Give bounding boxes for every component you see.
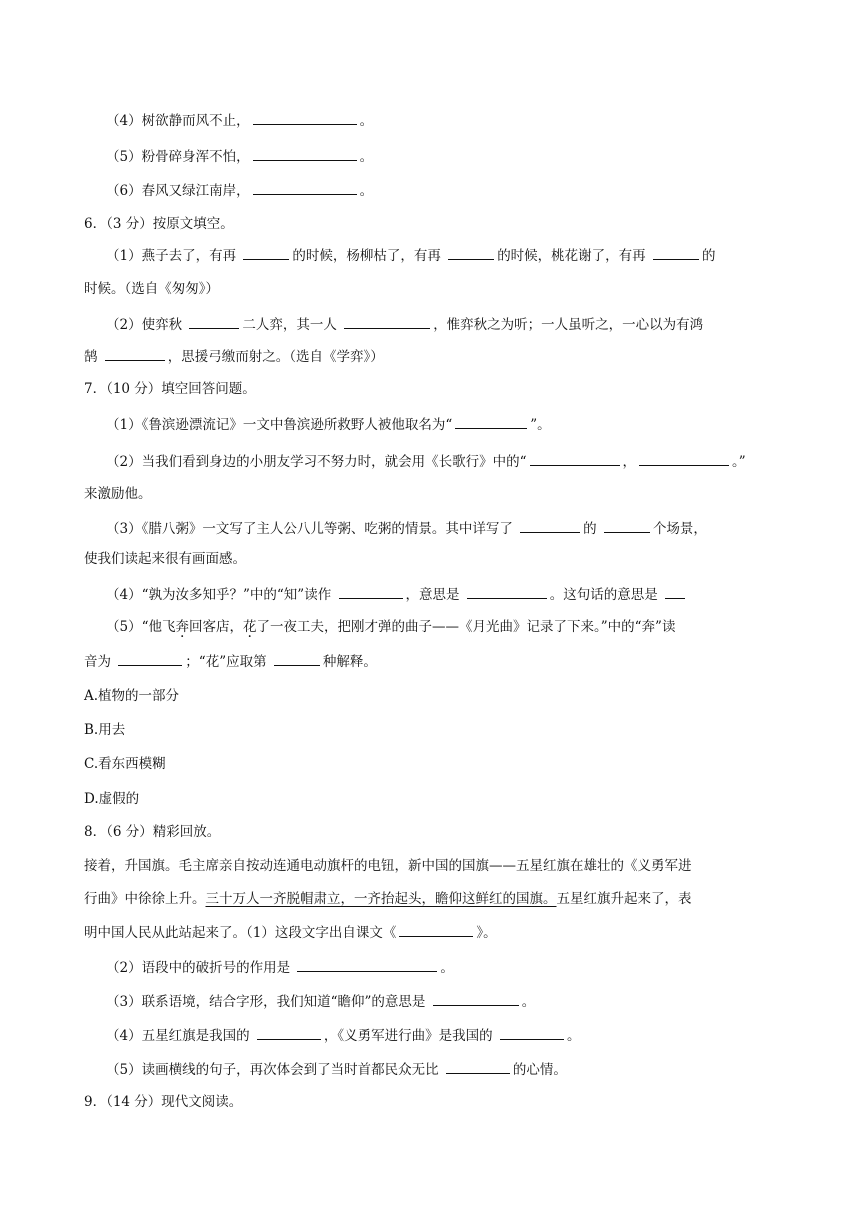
answer-blank[interactable] (257, 1025, 321, 1040)
underlined-sentence: 三十万人一齐脱帽肃立，一齐抬起头，瞻仰这鲜红的国旗。 (205, 891, 557, 907)
q9-heading: 9．（14 分）现代文阅读。 (84, 1094, 243, 1110)
answer-blank[interactable] (339, 584, 403, 599)
answer-blank[interactable] (446, 1059, 510, 1074)
answer-blank[interactable] (665, 584, 685, 599)
answer-blank[interactable] (433, 991, 519, 1006)
q7-part2-cont: 来激励他。 (84, 486, 152, 502)
q7-option-b: B.用去 (84, 722, 126, 738)
q7-option-c: C.看东西模糊 (84, 756, 166, 772)
q8-question3: （3）联系语境，结合字形，我们知道“瞻仰”的意思是 。 (0, 991, 860, 1012)
q6-part1-cont: 时候。（选自《匆匆》） (84, 281, 219, 297)
answer-blank[interactable] (189, 314, 239, 329)
answer-blank[interactable] (500, 1025, 564, 1040)
answer-blank[interactable] (105, 346, 165, 361)
q5-item5: （5）粉骨碎身浑不怕， 。 (0, 146, 860, 167)
answer-blank[interactable] (399, 922, 473, 937)
answer-blank[interactable] (253, 110, 357, 125)
q8-passage-line2: 行曲》中徐徐上升。三十万人一齐脱帽肃立，一齐抬起头，瞻仰这鲜红的国旗。五星红旗升起来了，表 (84, 891, 692, 907)
q7-part3: （3）《腊八粥》一文写了主人公八儿等粥、吃粥的情景。其中详写了 的 个场景， (0, 518, 860, 539)
q5-item4: （4）树欲静而风不止， 。 (0, 110, 860, 131)
q8-question5: （5）读画横线的句子，再次体会到了当时首都民众无比 的心情。 (0, 1059, 860, 1080)
answer-blank[interactable] (653, 245, 699, 260)
q6-part2-cont: 鹄 ，思援弓缴而射之。（选自《学弈》） (0, 346, 860, 367)
q7-option-a: A.植物的一部分 (84, 688, 180, 704)
answer-blank[interactable] (274, 651, 320, 666)
q8-question4: （4）五星红旗是我国的 ，《义勇军进行曲》是我国的 。 (0, 1025, 860, 1046)
answer-blank[interactable] (344, 314, 430, 329)
answer-blank[interactable] (243, 245, 289, 260)
q5-item6: （6）春风又绿江南岸， 。 (0, 180, 860, 201)
q7-part3-cont: 使我们读起来很有画面感。 (84, 551, 246, 567)
q7-part5: （5）“他飞奔回客店，花了一夜工夫，把刚才弹的曲子——《月光曲》记录了下来。”中的“奔”读 (106, 619, 676, 635)
answer-blank[interactable] (448, 245, 494, 260)
q7-part5-cont: 音为 ；“花”应取第 种解释。 (0, 651, 860, 672)
q6-part2: （2）使弈秋 二人弈，其一人 ，惟弈秋之为听；一人虽听之，一心以为有鸿 (0, 314, 860, 335)
answer-blank[interactable] (118, 651, 182, 666)
answer-blank[interactable] (297, 957, 437, 972)
q8-heading: 8．（6 分）精彩回放。 (84, 824, 221, 840)
answer-blank[interactable] (530, 451, 620, 466)
q6-part1: （1）燕子去了，有再 的时候，杨柳枯了，有再 的时候，桃花谢了，有再 的 (0, 245, 860, 266)
q7-part2: （2）当我们看到身边的小朋友学习不努力时，就会用《长歌行》中的“ ， 。” (0, 451, 860, 472)
q7-part1: （1）《鲁滨逊漂流记》一文中鲁滨逊所救野人被他取名为“ ”。 (0, 414, 860, 435)
q7-part4: （4）“孰为汝多知乎？”中的“知”读作 ，意思是 。这句话的意思是 (0, 584, 860, 605)
answer-blank[interactable] (520, 518, 580, 533)
answer-blank[interactable] (639, 451, 729, 466)
q7-heading: 7．（10 分）填空回答问题。 (84, 381, 256, 397)
answer-blank[interactable] (253, 146, 357, 161)
q8-passage-line3: 明中国人民从此站起来了。（1）这段文字出自课文《 》。 (0, 922, 860, 943)
answer-blank[interactable] (253, 180, 357, 195)
answer-blank[interactable] (604, 518, 650, 533)
q8-question2: （2）语段中的破折号的作用是 。 (0, 957, 860, 978)
q7-option-d: D.虚假的 (84, 791, 140, 807)
q8-passage-line1: 接着，升国旗。毛主席亲自按动连通电动旗杆的电钮，新中国的国旗——五星红旗在雄壮的《义勇军进 (84, 858, 692, 874)
answer-blank[interactable] (467, 584, 547, 599)
answer-blank[interactable] (455, 414, 527, 429)
q6-heading: 6．（3 分）按原文填空。 (84, 216, 234, 232)
